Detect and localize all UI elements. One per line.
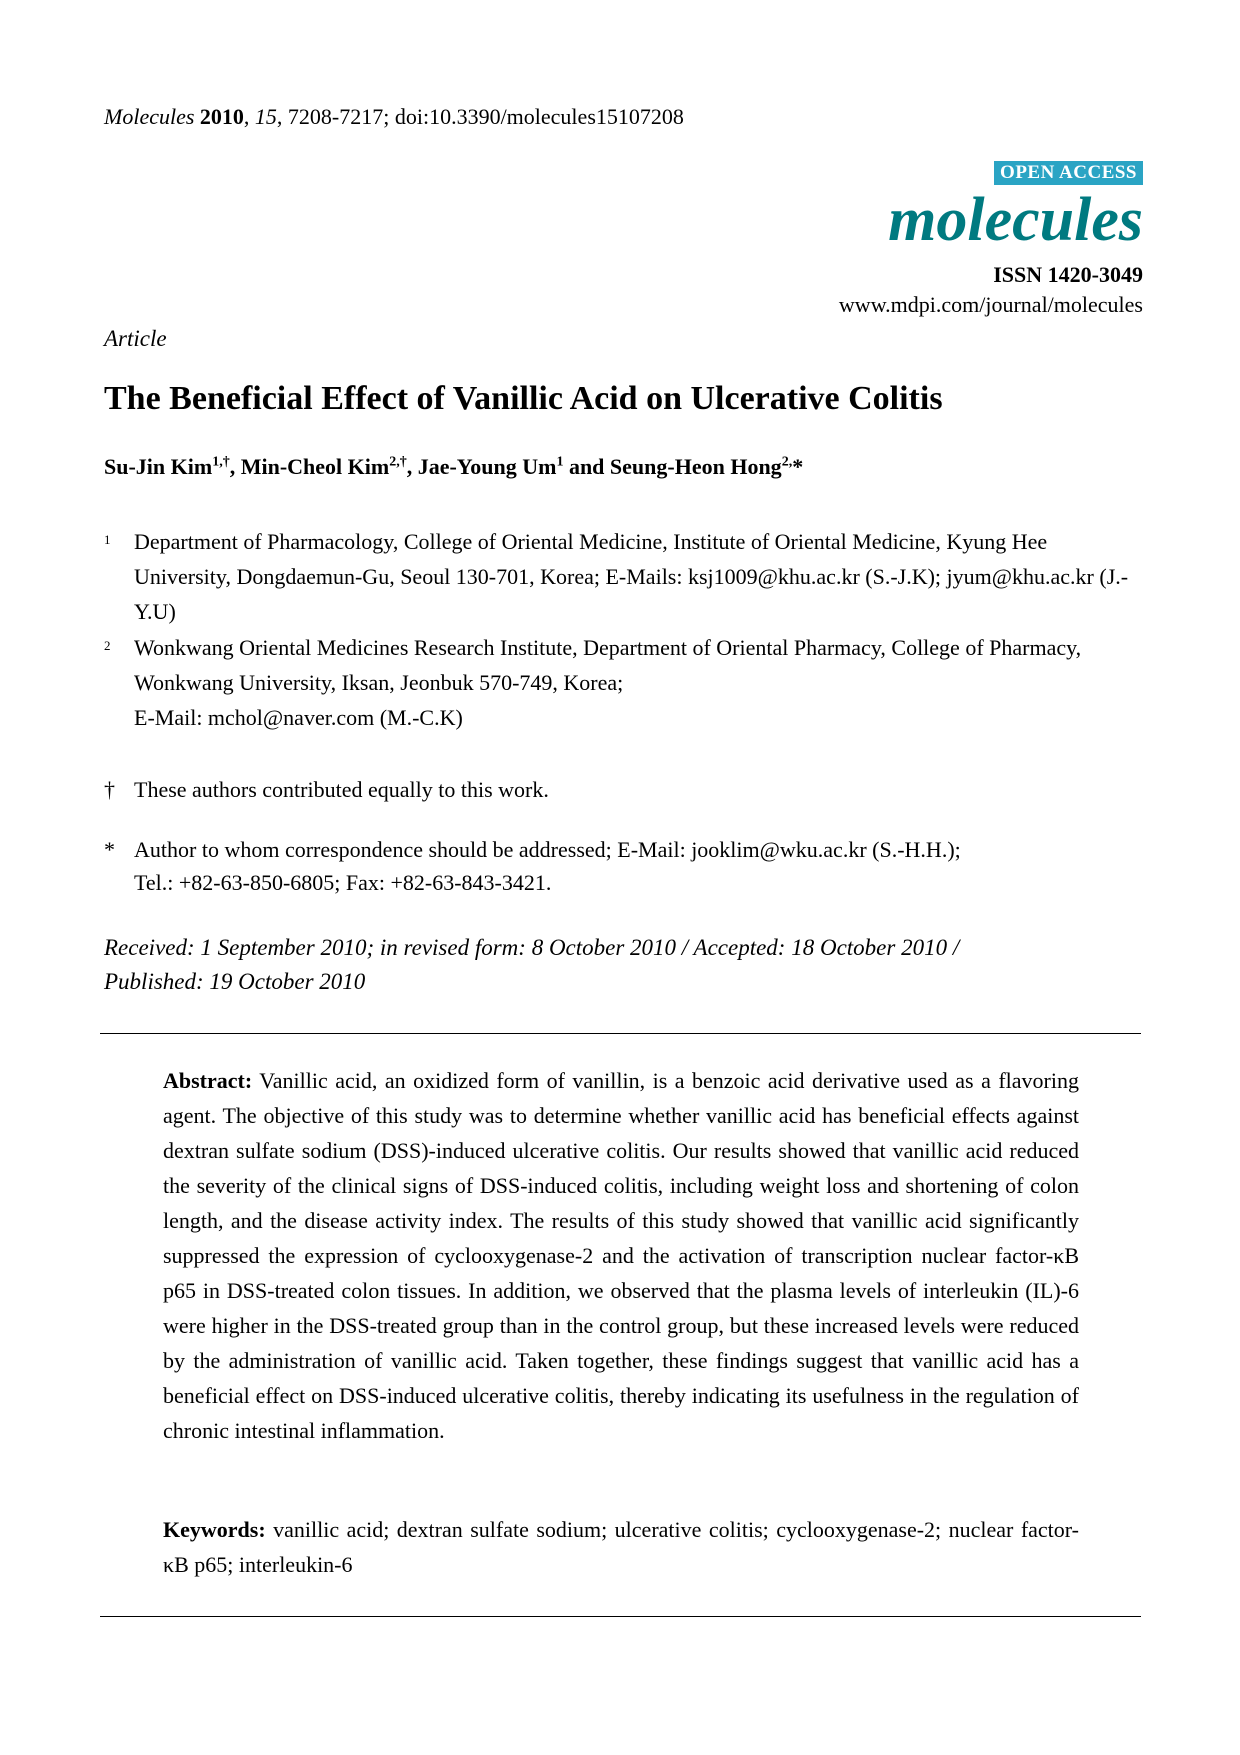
journal-url[interactable]: www.mdpi.com/journal/molecules <box>838 292 1143 317</box>
dates-line: Received: 1 September 2010; in revised form: 8 October 2010 / Accepted: 18 October 2010 / <box>104 935 960 960</box>
correspondence-line: Author to whom correspondence should be addressed; E-Mail: jooklim@wku.ac.kr (S.-H.H.); <box>134 837 961 862</box>
abstract-text: Vanillic acid, an oxidized form of vanillin, is a benzoic acid derivative used as a flavoring agent. The objective of this study was to determine whether vanillic acid has beneficial effects against dextran sulfate sodium (DSS)-induced ulcerative colitis. Our results showed that vanillic acid reduced the severity of the clinical signs of DSS-induced colitis, including weight loss and shortening of colon length, and the disease activity index. The results of this study showed that vanillic acid significantly suppressed the expression of cyclooxygenase-2 and the activation of transcription nuclear factor-κB p65 in DSS-treated colon tissues. In addition, we observed that the plasma levels of interleukin (IL)-6 were higher in the DSS-treated group than in the control group, but these increased levels were reduced by the administration of vanillic acid. Taken together, these findings suggest that vanillic acid has a beneficial effect on DSS-induced ulcerative colitis, thereby indicating its usefulness in the regulation of chronic intestinal inflammation. <box>163 1068 1079 1443</box>
citation-line: Molecules 2010, 15, 7208-7217; doi:10.3390/molecules15107208 <box>104 104 684 129</box>
asterisk-symbol: * <box>104 837 115 862</box>
author-separator: , <box>229 454 241 479</box>
citation-volume: 15 <box>254 104 277 129</box>
dagger-symbol: † <box>104 777 115 802</box>
author-list <box>104 454 803 480</box>
journal-logo: molecules <box>888 186 1143 254</box>
author-name: Seung-Heon Hong <box>609 454 782 479</box>
divider-bottom <box>100 1616 1141 1617</box>
article-type: Article <box>104 326 167 351</box>
keywords-text: vanillic acid; dextran sulfate sodium; ulcerative colitis; cyclooxygenase-2; nuclear factor-κB p65; interleukin-6 <box>163 1517 1079 1577</box>
contact-line: Tel.: +82-63-850-6805; Fax: +82-63-843-3421. <box>134 870 552 895</box>
author-affiliation-marker: 1 <box>556 454 564 470</box>
paper-title: The Beneficial Effect of Vanillic Acid on Ulcerative Colitis <box>104 380 943 417</box>
keywords-label: Keywords: <box>163 1517 266 1542</box>
affiliation-text: Department of Pharmacology, College of Oriental Medicine, Institute of Oriental Medicine, Kyung Hee University, Dongdaemun-Gu, Seoul 130-701, Korea; E-Mails: ksj1009@khu.ac.kr (S.-J.K); jyum@khu.ac.kr (J.-Y.U) <box>134 529 1129 624</box>
correspondence-note <box>104 833 1144 899</box>
published-date: Published: 19 October 2010 <box>104 969 366 994</box>
affiliation-line: Wonkwang Oriental Medicines Research Institute, Department of Oriental Pharmacy, College of Pharmacy, Wonkwang University, Iksan, Jeonbuk 570-749, Korea; <box>134 635 1082 695</box>
publication-dates <box>104 931 1144 999</box>
author-name: Su-Jin Kim <box>104 454 213 479</box>
affiliation-marker: 2 <box>104 638 111 653</box>
affiliation-marker: 1 <box>104 532 111 547</box>
keywords <box>163 1512 1079 1582</box>
open-access-badge: OPEN ACCESS <box>994 161 1143 185</box>
author-affiliation-marker: 2, <box>781 454 793 470</box>
citation-journal: Molecules <box>104 104 195 129</box>
author-affiliation-marker: 2,† <box>389 454 407 470</box>
author-separator: and <box>563 454 610 479</box>
author-name: Jae-Young Um <box>417 454 557 479</box>
note-text: These authors contributed equally to this work. <box>134 777 549 802</box>
journal-issn: ISSN 1420-3049 <box>993 262 1143 287</box>
citation-year: 2010 <box>199 104 244 129</box>
note-text <box>104 833 1144 899</box>
affiliation-1 <box>104 524 1144 629</box>
corresponding-author-marker: * <box>792 454 804 479</box>
divider-top <box>100 1033 1141 1034</box>
affiliation-email: E-Mail: mchol@naver.com (M.-C.K) <box>134 705 463 730</box>
affiliation-text <box>104 630 1144 735</box>
abstract <box>163 1063 1079 1448</box>
author-affiliation-marker: 1,† <box>212 454 230 470</box>
equal-contribution-note <box>104 773 1144 806</box>
affiliation-2 <box>104 630 1144 735</box>
author-name: Min-Cheol Kim <box>240 454 390 479</box>
author-separator: , <box>406 454 418 479</box>
citation-rest: , 7208-7217; doi:10.3390/molecules15107208 <box>276 104 684 129</box>
abstract-label: Abstract: <box>163 1068 253 1093</box>
